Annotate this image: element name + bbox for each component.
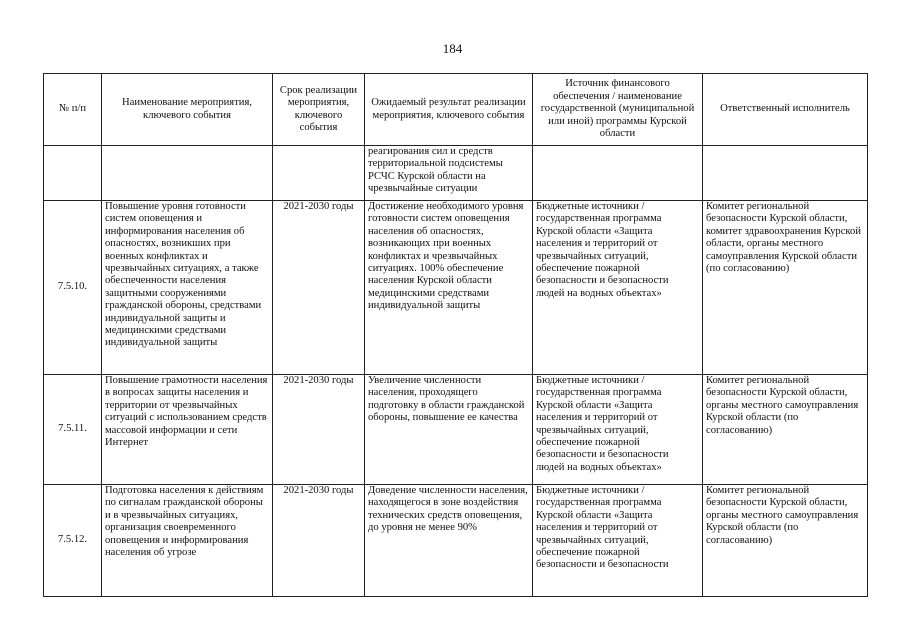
row-num: 7.5.12.	[44, 485, 102, 597]
table-row	[44, 485, 868, 597]
cont-executor	[703, 146, 868, 201]
header-executor: Ответственный исполнитель	[703, 74, 868, 146]
row-name: Подготовка населения к действиям по сигналам гражданской обороны и в чрезвычайных ситуациях, организация своевременного оповещения и информирования населения об угрозе	[102, 485, 273, 597]
cont-source	[533, 146, 703, 201]
table-header-row	[44, 74, 868, 146]
row-result: Увеличение численности населения, проходящего подготовку в области гражданской обороны, повышение ее качества	[365, 375, 533, 485]
header-result: Ожидаемый результат реализации мероприятия, ключевого события	[365, 74, 533, 146]
row-source: Бюджетные источники / государственная программа Курской области «Защита населения и территорий от чрезвычайных ситуаций, обеспечение пожарной безопасности и безопасности	[533, 485, 703, 597]
row-executor: Комитет региональной безопасности Курской области, органы местного самоуправления Курской области (по согласованию)	[703, 485, 868, 597]
header-name: Наименование мероприятия, ключевого события	[102, 74, 273, 146]
row-term: 2021-2030 годы	[273, 375, 365, 485]
measures-table	[43, 73, 868, 597]
row-source: Бюджетные источники / государственная программа Курской области «Защита населения и территорий от чрезвычайных ситуаций, обеспечение пожарной безопасности и безопасности людей на водных объектах»	[533, 375, 703, 485]
header-num: № п/п	[44, 74, 102, 146]
header-term: Срок реализации мероприятия, ключевого события	[273, 74, 365, 146]
row-result: Достижение необходимого уровня готовности систем оповещения населения об опасностях, возникающих при военных конфликтах и чрезвычайных ситуациях. 100% обеспечение населения Курской области медицинскими средствами индивидуальной защиты	[365, 201, 533, 375]
row-result: Доведение численности населения, находящегося в зоне воздействия технических средств оповещения, до уровня не менее 90%	[365, 485, 533, 597]
row-term: 2021-2030 годы	[273, 485, 365, 597]
cont-term	[273, 146, 365, 201]
table-row-continuation	[44, 146, 868, 201]
row-name: Повышение уровня готовности систем оповещения и информирования населения об опасностях, возникших при военных конфликтах и чрезвычайных ситуациях, а также обеспеченности населения защитными сооружениями гражданской обороны, средствами индивидуальной защиты и медицинскими средствами индивидуальной защиты	[102, 201, 273, 375]
row-term: 2021-2030 годы	[273, 201, 365, 375]
cont-result: реагирования сил и средств территориальной подсистемы РСЧС Курской области на чрезвычайные ситуации	[365, 146, 533, 201]
cont-num	[44, 146, 102, 201]
row-executor: Комитет региональной безопасности Курской области, органы местного самоуправления Курской области (по согласованию)	[703, 375, 868, 485]
row-num: 7.5.11.	[44, 375, 102, 485]
cont-name	[102, 146, 273, 201]
page-number: 184	[442, 41, 463, 56]
row-source: Бюджетные источники / государственная программа Курской области «Защита населения и территорий от чрезвычайных ситуаций, обеспечение пожарной безопасности и безопасности людей на водных объектах»	[533, 201, 703, 375]
header-source: Источник финансового обеспечения / наименование государственной (муниципальной или иной) программы Курской области	[533, 74, 703, 146]
table-row	[44, 375, 868, 485]
row-name: Повышение грамотности населения в вопросах защиты населения и территории от чрезвычайных ситуаций с использованием средств массовой информации и сети Интернет	[102, 375, 273, 485]
row-executor: Комитет региональной безопасности Курской области, комитет здравоохранения Курской области, органы местного самоуправления Курской области (по согласованию)	[703, 201, 868, 375]
row-num: 7.5.10.	[44, 201, 102, 375]
table-row	[44, 201, 868, 375]
